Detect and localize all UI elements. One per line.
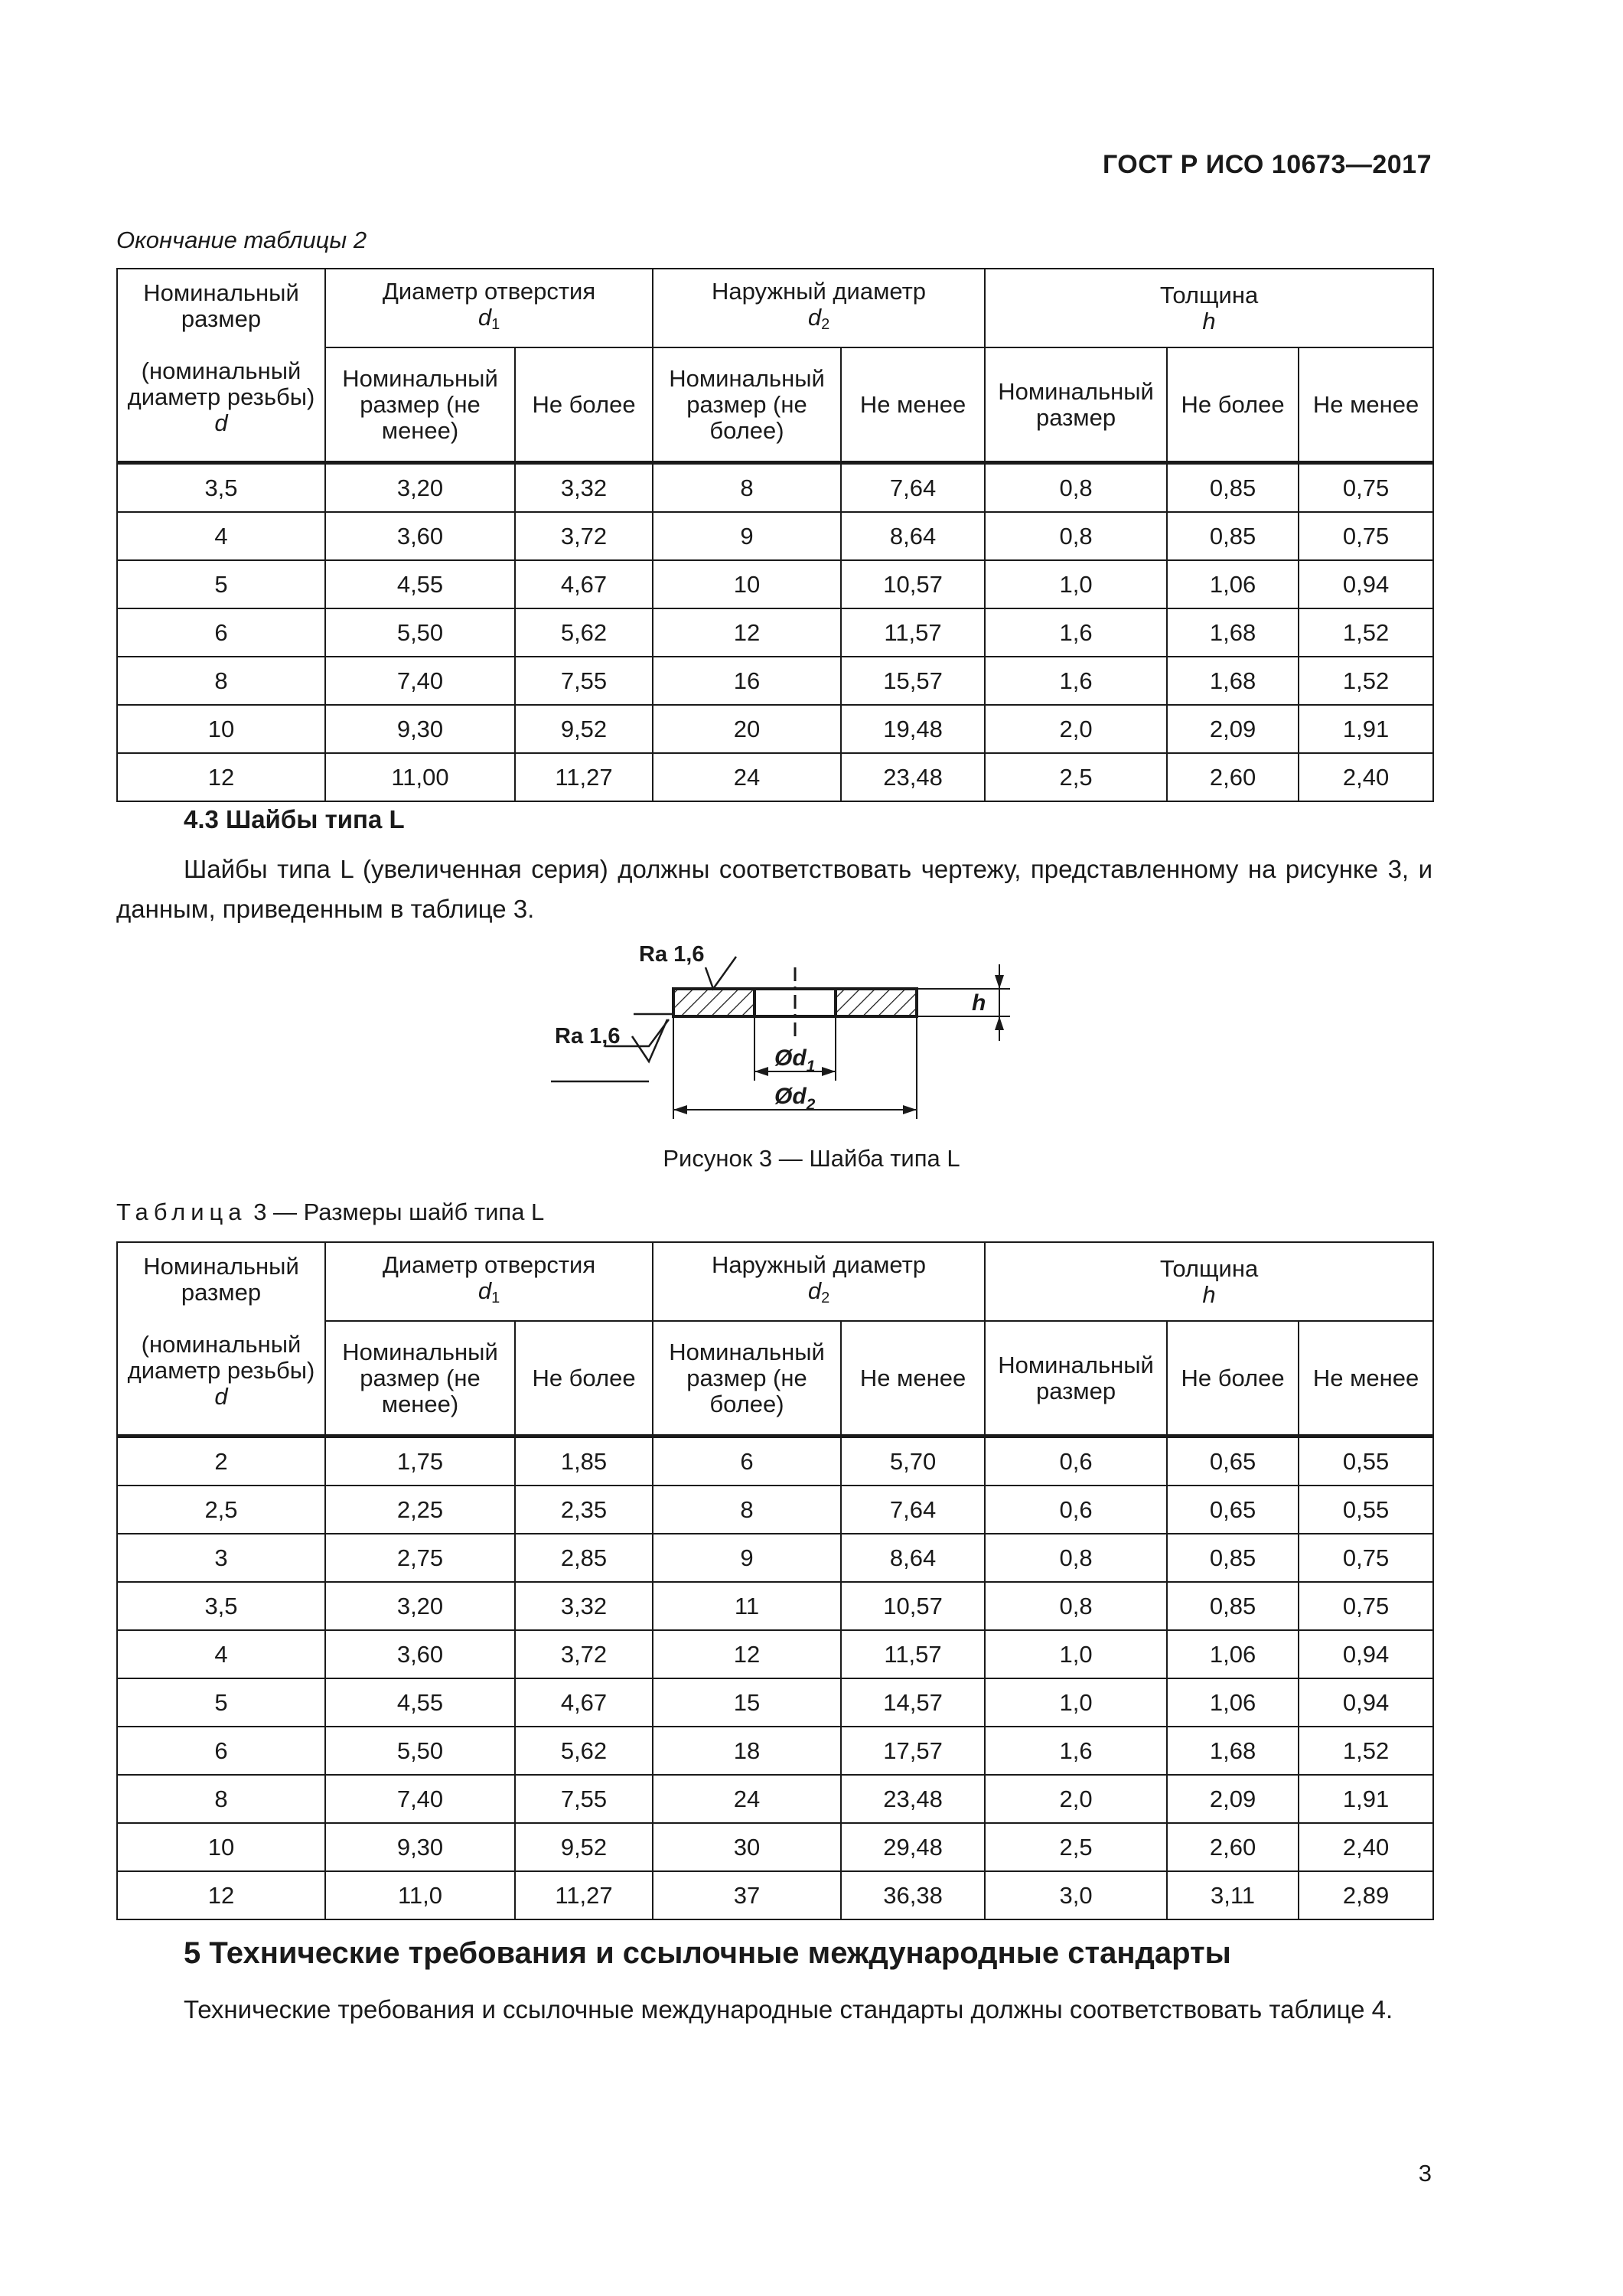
section-5-heading: 5 Технические требования и ссылочные международные стандарты: [184, 1936, 1231, 1970]
roughness-mark-left: [551, 1014, 673, 1081]
table-row: 5 4,55 4,67 15 14,57 1,0 1,06 0,94: [117, 1678, 1433, 1727]
subheader-outer-nominal: Номинальный размер (не более): [653, 1321, 841, 1436]
dimension-h: [917, 964, 1010, 1041]
subheader-thickness-nominal: Номинальный размер: [985, 1321, 1167, 1436]
table-row: 4 3,60 3,72 12 11,57 1,0 1,06 0,94: [117, 1630, 1433, 1678]
subheader-hole-nominal: Номинальный размер (не менее): [325, 1321, 515, 1436]
section-5-paragraph: Технические требования и ссылочные международные стандарты должны соответствовать таблице 4.: [184, 1995, 1393, 2024]
header-thickness: Толщина h: [985, 269, 1433, 347]
table-row: 6 5,50 5,62 18 17,57 1,6 1,68 1,52: [117, 1727, 1433, 1775]
subheader-thickness-max: Не более: [1167, 347, 1299, 462]
table-row: 12 11,00 11,27 24 23,48 2,5 2,60 2,40: [117, 753, 1433, 801]
table-row: 3,5 3,20 3,32 8 7,64 0,8 0,85 0,75: [117, 463, 1433, 513]
table-row: 2,5 2,25 2,35 8 7,64 0,6 0,65 0,55: [117, 1486, 1433, 1534]
table3: [116, 1241, 1434, 1920]
header-hole-diameter: Диаметр отверстия $d_1$: [325, 269, 653, 347]
section-4-3-heading: 4.3 Шайбы типа L: [184, 805, 405, 833]
subheader-hole-nominal: Номинальный размер (не менее): [325, 347, 515, 462]
subheader-hole-max: Не более: [515, 1321, 653, 1436]
table-row: 8 7,40 7,55 24 23,48 2,0 2,09 1,91: [117, 1775, 1433, 1823]
section-4-3-paragraph: Шайбы типа L (увеличенная серия) должны соответствовать чертежу, представленному на рисунке 3, и данным, приведенным в таблице 3.: [116, 855, 1432, 923]
subheader-outer-min: Не менее: [841, 1321, 985, 1436]
header-nominal-size: Номинальный размер (номинальный диаметр резьбы) d: [117, 1242, 325, 1437]
svg-text:h: h: [972, 990, 986, 1016]
svg-text:Ra 1,6: Ra 1,6: [555, 1024, 621, 1049]
svg-text:Ød1: $Ød_1$: [774, 1045, 816, 1075]
table-row: 3,5 3,20 3,32 11 10,57 0,8 0,85 0,75: [117, 1582, 1433, 1630]
svg-text:Ra 1,6: Ra 1,6: [639, 942, 705, 967]
subheader-thickness-min: Не менее: [1299, 347, 1433, 462]
page-number: 3: [1418, 2160, 1432, 2187]
figure3-caption: Рисунок 3 — Шайба типа L: [663, 1145, 960, 1172]
table-row: 10 9,30 9,52 20 19,48 2,0 2,09 1,91: [117, 705, 1433, 753]
header-outer-diameter: Наружный диаметр $d_2$: [653, 269, 985, 347]
table-row: 3 2,75 2,85 9 8,64 0,8 0,85 0,75: [117, 1534, 1433, 1582]
document-code: ГОСТ Р ИСО 10673—2017: [1102, 150, 1432, 179]
table-row: 2 1,75 1,85 6 5,70 0,6 0,65 0,55: [117, 1437, 1433, 1486]
header-nominal-size: Номинальный размер (номинальный диаметр резьбы) d: [117, 269, 325, 463]
subheader-outer-min: Не менее: [841, 347, 985, 462]
svg-text:Ød2: $Ød_2$: [774, 1084, 816, 1114]
table2: [116, 268, 1434, 802]
subheader-thickness-max: Не более: [1167, 1321, 1299, 1436]
subheader-outer-nominal: Номинальный размер (не более): [653, 347, 841, 462]
table3-caption: Таблица 3 — Размеры шайб типа L: [116, 1199, 545, 1225]
subheader-thickness-min: Не менее: [1299, 1321, 1433, 1436]
table-row: 6 5,50 5,62 12 11,57 1,6 1,68 1,52: [117, 608, 1433, 657]
roughness-mark-top: [639, 942, 736, 989]
washer-drawing: [536, 934, 1087, 1140]
header-outer-diameter: Наружный диаметр $d_2$: [653, 1242, 985, 1321]
table-row: 8 7,40 7,55 16 15,57 1,6 1,68 1,52: [117, 657, 1433, 705]
table2-caption: Окончание таблицы 2: [116, 227, 367, 253]
table-row: 4 3,60 3,72 9 8,64 0,8 0,85 0,75: [117, 512, 1433, 560]
header-thickness: Толщина h: [985, 1242, 1433, 1321]
subheader-hole-max: Не более: [515, 347, 653, 462]
table-row: 10 9,30 9,52 30 29,48 2,5 2,60 2,40: [117, 1823, 1433, 1871]
subheader-thickness-nominal: Номинальный размер: [985, 347, 1167, 462]
header-hole-diameter: Диаметр отверстия $d_1$: [325, 1242, 653, 1321]
table-row: 5 4,55 4,67 10 10,57 1,0 1,06 0,94: [117, 560, 1433, 608]
table-row: 12 11,0 11,27 37 36,38 3,0 3,11 2,89: [117, 1871, 1433, 1919]
